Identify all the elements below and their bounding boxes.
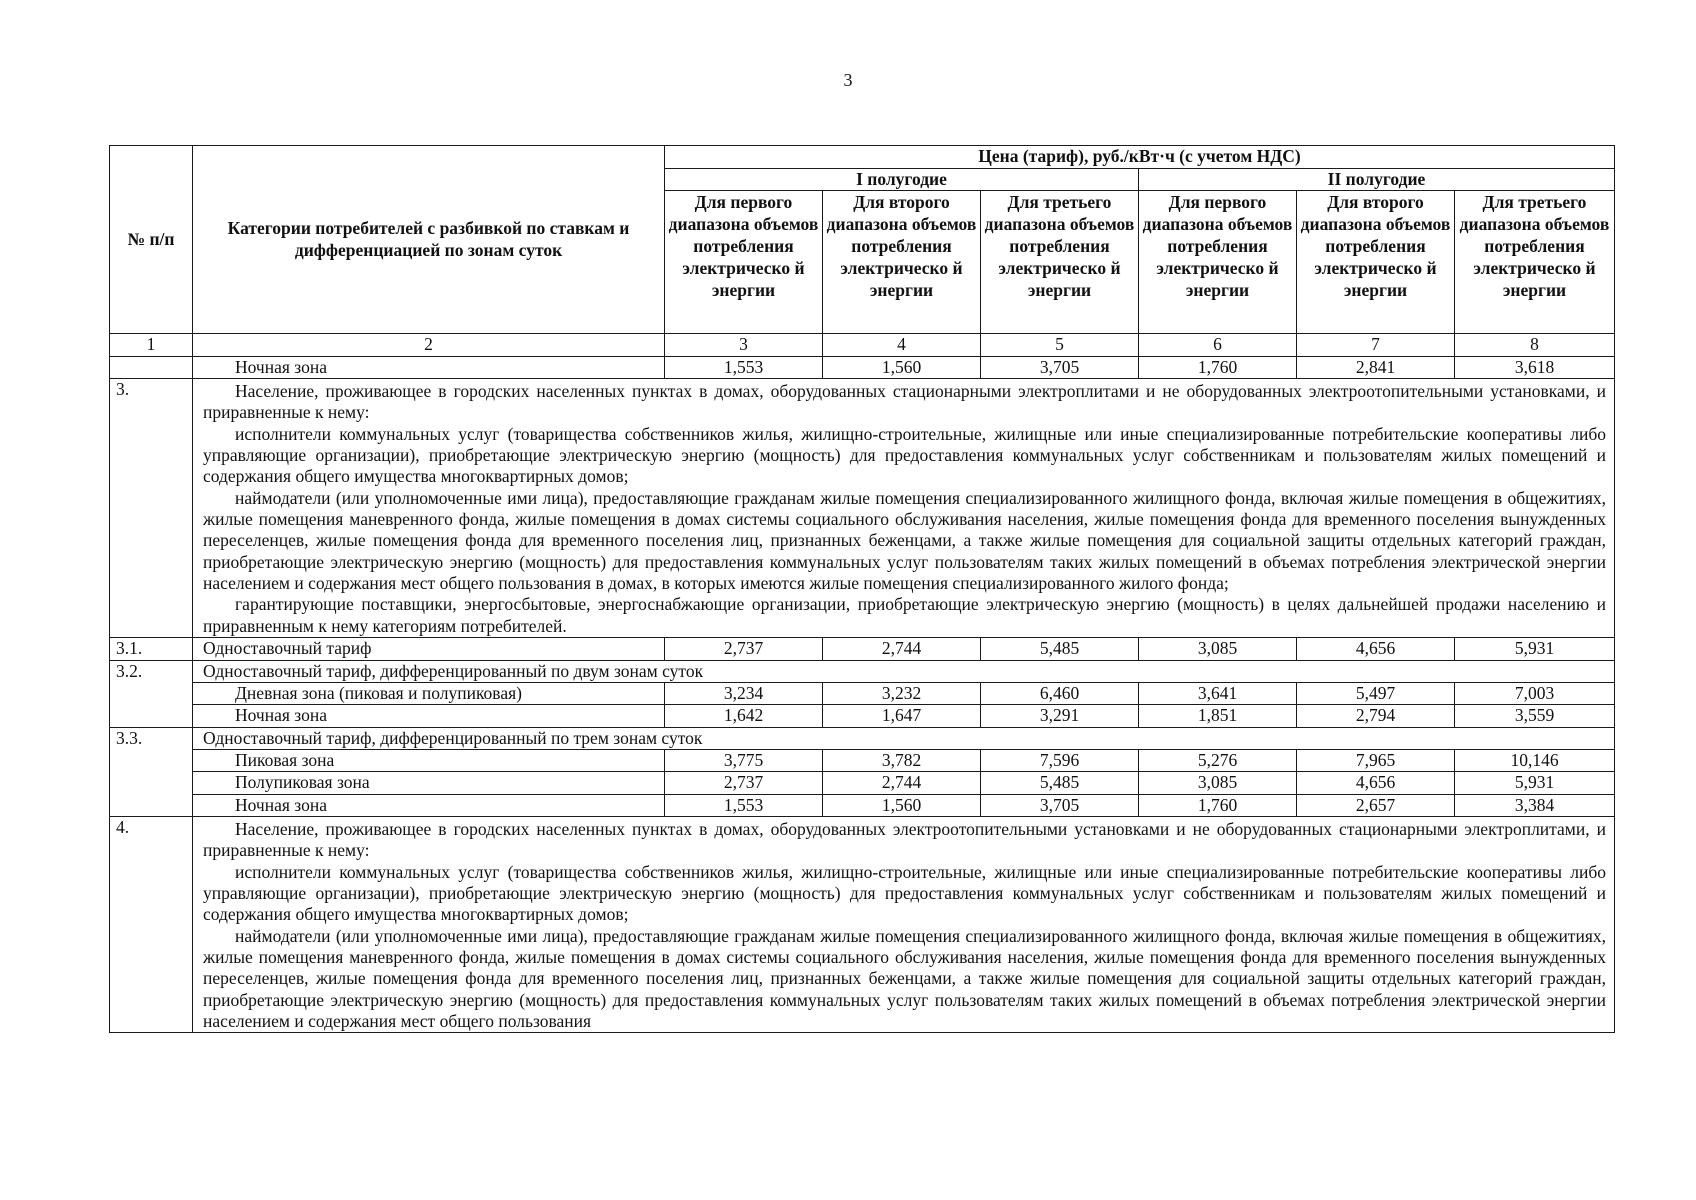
value-cell: 1,760 xyxy=(1139,794,1297,816)
value-cell: 5,485 xyxy=(981,772,1139,794)
value-cell: 1,642 xyxy=(665,705,823,727)
row-num xyxy=(110,356,193,378)
value-cell: 1,560 xyxy=(823,794,981,816)
value-cell: 2,657 xyxy=(1297,794,1455,816)
header-index-row xyxy=(110,334,1615,356)
value-cell: 3,705 xyxy=(981,794,1139,816)
group-3-2-title-row xyxy=(110,660,1615,682)
index-cell: 1 xyxy=(110,334,193,356)
value-cell: 7,003 xyxy=(1455,682,1615,704)
value-cell: 1,760 xyxy=(1139,356,1297,378)
header-row-price xyxy=(110,146,1615,169)
row-label: Ночная зона xyxy=(193,705,665,727)
row-num: 3.3. xyxy=(110,727,193,816)
value-cell: 3,384 xyxy=(1455,794,1615,816)
value-cell: 1,647 xyxy=(823,705,981,727)
header-range-3-h1: Для третьего диапазона объемов потребления электрическо й энергии xyxy=(981,191,1139,334)
row-label: Дневная зона (пиковая и полупиковая) xyxy=(193,682,665,704)
value-cell: 5,497 xyxy=(1297,682,1455,704)
value-cell: 6,460 xyxy=(981,682,1139,704)
value-cell: 2,744 xyxy=(823,638,981,660)
value-cell: 3,232 xyxy=(823,682,981,704)
value-cell: 3,618 xyxy=(1455,356,1615,378)
section-3-para-2: исполнители коммунальных услуг (товарищества собственников жилья, жилищно-строительные, жилищные или иные специализированные потребительские кооперативы либо управляющие организации), приобретающие электрическую энергию (мощность) для предоставления коммунальных услуг собственникам и пользователям жилых помещений и содержания общего имущества многоквартирных домов; xyxy=(203,423,1606,487)
page-number: 3 xyxy=(843,70,853,90)
value-cell: 1,851 xyxy=(1139,705,1297,727)
row-num: 3.1. xyxy=(110,638,193,660)
header-half-2: II полугодие xyxy=(1139,169,1615,191)
header-range-3-h2: Для третьего диапазона объемов потребления электрическо й энергии xyxy=(1455,191,1615,334)
index-cell: 8 xyxy=(1455,334,1615,356)
header-range-2-h2: Для второго диапазона объемов потребления электрическо й энергии xyxy=(1297,191,1455,334)
value-cell: 4,656 xyxy=(1297,772,1455,794)
section-4-text xyxy=(193,816,1615,1032)
group-3-2-title: Одноставочный тариф, дифференцированный по двум зонам суток xyxy=(193,660,1615,682)
table-row xyxy=(110,356,1615,378)
value-cell: 5,485 xyxy=(981,638,1139,660)
value-cell: 10,146 xyxy=(1455,749,1615,771)
group-3-3-title: Одноставочный тариф, дифференцированный по трем зонам суток xyxy=(193,727,1615,749)
value-cell: 1,560 xyxy=(823,356,981,378)
row-label: Ночная зона xyxy=(193,794,665,816)
index-cell: 7 xyxy=(1297,334,1455,356)
section-4-para-3: наймодатели (или уполномоченные ими лица), предоставляющие гражданам жилые помещения специализированного жилищного фонда, включая жилые помещения в общежитиях, жилые помещения маневренного фонда, жилые помещения в домах системы социального обслуживания населения, жилые помещения фонда для временного поселения вынужденных переселенцев, жилые помещения фонда для временного поселения лиц, признанных беженцами, а также жилые помещения для социальной защиты отдельных категорий граждан, приобретающие электрическую энергию (мощность) для предоставления коммунальных услуг пользователям таких жилых помещений в объемах потребления электрической энергии населением и содержания мест общего пользования xyxy=(203,925,1606,1031)
row-label: Пиковая зона xyxy=(193,749,665,771)
value-cell: 3,641 xyxy=(1139,682,1297,704)
section-3-para-3: наймодатели (или уполномоченные ими лица), предоставляющие гражданам жилые помещения специализированного жилищного фонда, включая жилые помещения в общежитиях, жилые помещения маневренного фонда, жилые помещения в домах системы социального обслуживания населения, жилые помещения фонда для временного поселения вынужденных переселенцев, жилые помещения фонда для временного поселения лиц, признанных беженцами, а также жилые помещения для социальной защиты отдельных категорий граждан, приобретающие электрическую энергию (мощность) для предоставления коммунальных услуг пользователям таких жилых помещений в объемах потребления электрической энергии населением и содержания мест общего пользования в домах, в которых имеются жилые помещения специализированного жилого фонда; xyxy=(203,487,1606,594)
table-row xyxy=(110,794,1615,816)
header-num: № п/п xyxy=(110,146,193,334)
table-row xyxy=(110,682,1615,704)
value-cell: 2,744 xyxy=(823,772,981,794)
value-cell: 1,553 xyxy=(665,794,823,816)
value-cell: 3,291 xyxy=(981,705,1139,727)
index-cell: 4 xyxy=(823,334,981,356)
section-3-text xyxy=(193,379,1615,638)
value-cell: 1,553 xyxy=(665,356,823,378)
index-cell: 5 xyxy=(981,334,1139,356)
header-category: Категории потребителей с разбивкой по ставкам и дифференциацией по зонам суток xyxy=(193,146,665,334)
header-half-1: I полугодие xyxy=(665,169,1139,191)
header-price-title: Цена (тариф), руб./кВт·ч (с учетом НДС) xyxy=(665,146,1615,169)
tariff-table xyxy=(109,145,1615,1033)
row-label: Одноставочный тариф xyxy=(193,638,665,660)
table-row-3-1 xyxy=(110,638,1615,660)
value-cell: 5,276 xyxy=(1139,749,1297,771)
value-cell: 5,931 xyxy=(1455,772,1615,794)
section-4-para-1: Население, проживающее в городских населенных пунктах в домах, оборудованных электроотопительными установками и не оборудованных стационарными электроплитами, и приравненные к нему: xyxy=(203,818,1606,861)
value-cell: 3,782 xyxy=(823,749,981,771)
row-label: Ночная зона xyxy=(193,356,665,378)
section-3-num: 3. xyxy=(110,379,193,638)
row-num: 3.2. xyxy=(110,660,193,727)
group-3-3-title-row xyxy=(110,727,1615,749)
header-range-1-h1: Для первого диапазона объемов потребления электрическо й энергии xyxy=(665,191,823,334)
section-4-row xyxy=(110,816,1615,1032)
row-label: Полупиковая зона xyxy=(193,772,665,794)
index-cell: 3 xyxy=(665,334,823,356)
header-range-1-h2: Для первого диапазона объемов потребления электрическо й энергии xyxy=(1139,191,1297,334)
value-cell: 3,234 xyxy=(665,682,823,704)
value-cell: 7,965 xyxy=(1297,749,1455,771)
value-cell: 2,737 xyxy=(665,772,823,794)
value-cell: 3,559 xyxy=(1455,705,1615,727)
value-cell: 3,705 xyxy=(981,356,1139,378)
value-cell: 2,794 xyxy=(1297,705,1455,727)
section-3-para-4: гарантирующие поставщики, энергосбытовые, энергоснабжающие организации, приобретающие электрическую энергию (мощность) в целях дальнейшей продажи населению и приравненным к нему категориям потребителей. xyxy=(203,594,1606,636)
section-3-row xyxy=(110,379,1615,638)
value-cell: 3,085 xyxy=(1139,638,1297,660)
section-4-para-2: исполнители коммунальных услуг (товарищества собственников жилья, жилищно-строительные, жилищные или иные специализированные потребительские кооперативы либо управляющие организации), приобретающие электрическую энергию (мощность) для предоставления коммунальных услуг собственникам и пользователям жилых помещений и содержания общего имущества многоквартирных домов; xyxy=(203,861,1606,925)
value-cell: 7,596 xyxy=(981,749,1139,771)
header-range-2-h1: Для второго диапазона объемов потребления электрическо й энергии xyxy=(823,191,981,334)
table-row xyxy=(110,705,1615,727)
value-cell: 5,931 xyxy=(1455,638,1615,660)
value-cell: 3,775 xyxy=(665,749,823,771)
value-cell: 3,085 xyxy=(1139,772,1297,794)
table-row xyxy=(110,772,1615,794)
value-cell: 2,737 xyxy=(665,638,823,660)
table-row xyxy=(110,749,1615,771)
index-cell: 2 xyxy=(193,334,665,356)
section-3-para-1: Население, проживающее в городских населенных пунктах в домах, оборудованных стационарными электроплитами и не оборудованных электроотопительными установками, и приравненные к нему: xyxy=(203,381,1606,423)
value-cell: 2,841 xyxy=(1297,356,1455,378)
value-cell: 4,656 xyxy=(1297,638,1455,660)
section-4-num: 4. xyxy=(110,816,193,1032)
index-cell: 6 xyxy=(1139,334,1297,356)
